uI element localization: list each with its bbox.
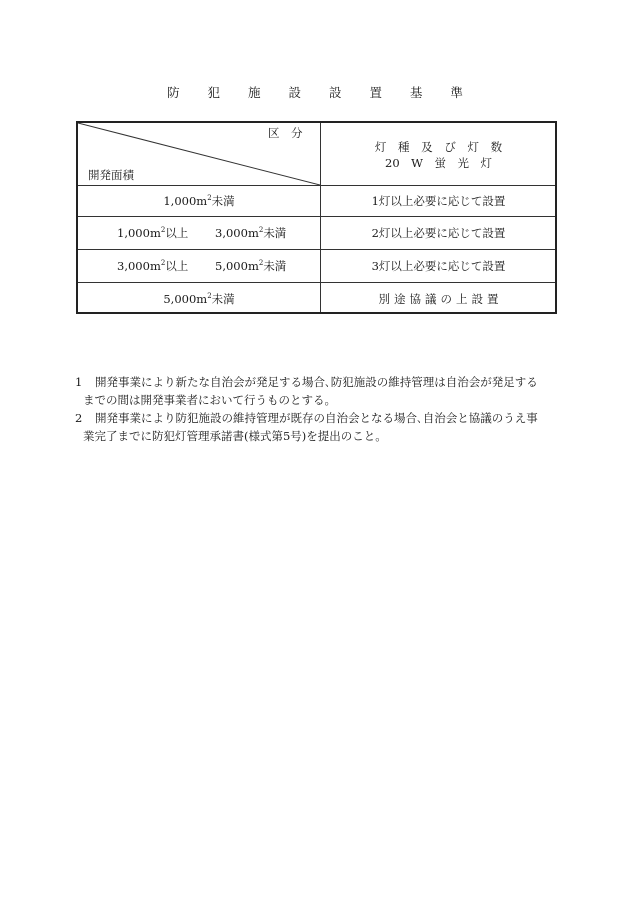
area-from: $3,000m^2$以上: [117, 259, 189, 273]
notes-section: [75, 373, 565, 445]
row-divider: [78, 282, 555, 283]
note-text: 開発事業により防犯施設の維持管理が既存の自治会となる場合､自治会と協議のうえ事: [95, 411, 538, 425]
standards-table: [76, 121, 557, 314]
table-row-area: $1,000m^2$未満: [163, 194, 235, 208]
document-title: 防 犯 施 設 設 置 基 準: [167, 85, 475, 100]
table-row-area: $5,000m^2$未満: [163, 292, 235, 306]
table-row-lights: 2灯以上必要に応じて設置: [371, 226, 506, 240]
row-divider: [78, 249, 555, 250]
area-to: $3,000m^2$未満: [215, 226, 287, 240]
table-row-lights: 1灯以上必要に応じて設置: [371, 194, 506, 208]
table-row-lights: 別途協議の上設置: [378, 292, 503, 306]
note-item: [75, 373, 565, 391]
area-from: $1,000m^2$以上: [117, 226, 189, 240]
header-area-label: 開発面積: [88, 168, 134, 182]
note-number: 1: [75, 375, 83, 389]
table-row-lights: 3灯以上必要に応じて設置: [371, 259, 506, 273]
header-category-label: 区 分: [268, 126, 303, 140]
header-lights-line2: 20 W 蛍 光 灯: [385, 156, 492, 170]
row-divider: [78, 185, 555, 186]
area-to: $5,000m^2$未満: [215, 259, 287, 273]
note-item: [75, 409, 565, 427]
row-divider: [78, 216, 555, 217]
note-text: 開発事業により新たな自治会が発足する場合､防犯施設の維持管理は自治会が発足する: [95, 375, 538, 389]
note-number: 2: [75, 411, 83, 425]
header-lights-line1: 灯 種 及 び 灯 数: [374, 140, 507, 154]
note-continuation: までの間は開発事業者において行うものとする。: [83, 393, 336, 407]
note-continuation: 業完了までに防犯灯管理承諾書(様式第5号)を提出のこと。: [83, 429, 387, 443]
